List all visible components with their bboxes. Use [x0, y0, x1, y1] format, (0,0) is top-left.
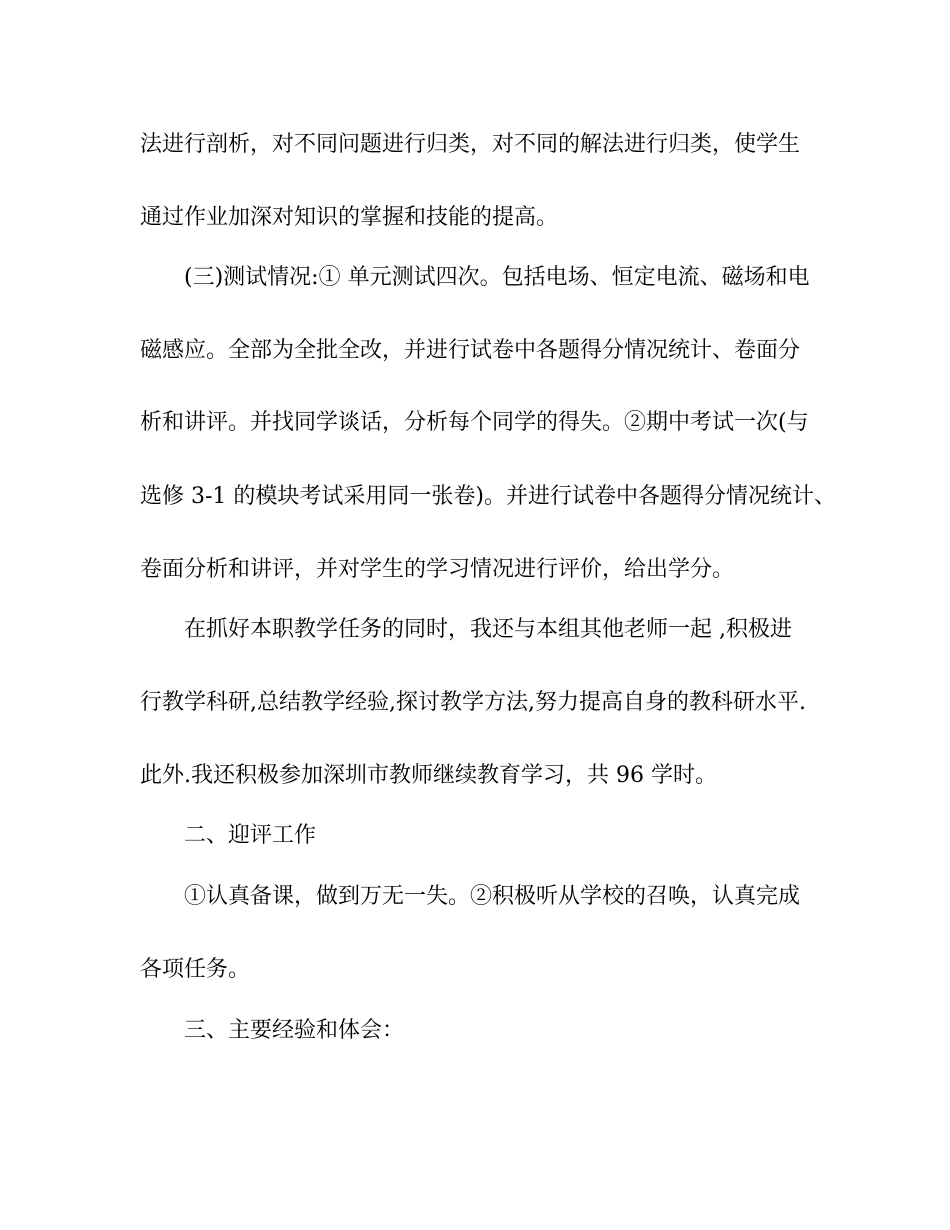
paragraph-line: ①认真备课，做到万无一失。②积极听从学校的召唤，认真完成	[184, 884, 801, 909]
section-heading: 二、迎评工作	[184, 823, 317, 848]
paragraph-line: 行教学科研,总结教学经验,探讨教学方法,努力提高自身的教科研水平.	[140, 690, 806, 715]
paragraph-line: 磁感应。全部为全批全改，并进行试卷中各题得分情况统计、卷面分	[140, 338, 801, 363]
paragraph-line: 析和讲评。并找同学谈话，分析每个同学的得失。②期中考试一次(与	[140, 410, 809, 435]
paragraph-line: 通过作业加深对知识的掌握和技能的提高。	[140, 205, 559, 230]
paragraph-line: 卷面分析和讲评，并对学生的学习情况进行评价，给出学分。	[140, 557, 735, 582]
paragraph-line: (三)测试情况:① 单元测试四次。包括电场、恒定电流、磁场和电	[184, 265, 810, 290]
paragraph-line: 各项任务。	[140, 957, 251, 982]
paragraph-line: 在抓好本职教学任务的同时，我还与本组其他老师一起 ,积极进	[184, 617, 792, 642]
paragraph-line: 法进行剖析，对不同问题进行归类，对不同的解法进行归类，使学生	[140, 132, 801, 157]
paragraph-line: 此外.我还积极参加深圳市教师继续教育学习，共 96 学时。	[140, 763, 717, 788]
section-heading: 三、主要经验和体会：	[184, 1018, 405, 1043]
paragraph-line: 选修 3-1 的模块考试采用同一张卷)。并进行试卷中各题得分情况统计、	[140, 484, 836, 509]
